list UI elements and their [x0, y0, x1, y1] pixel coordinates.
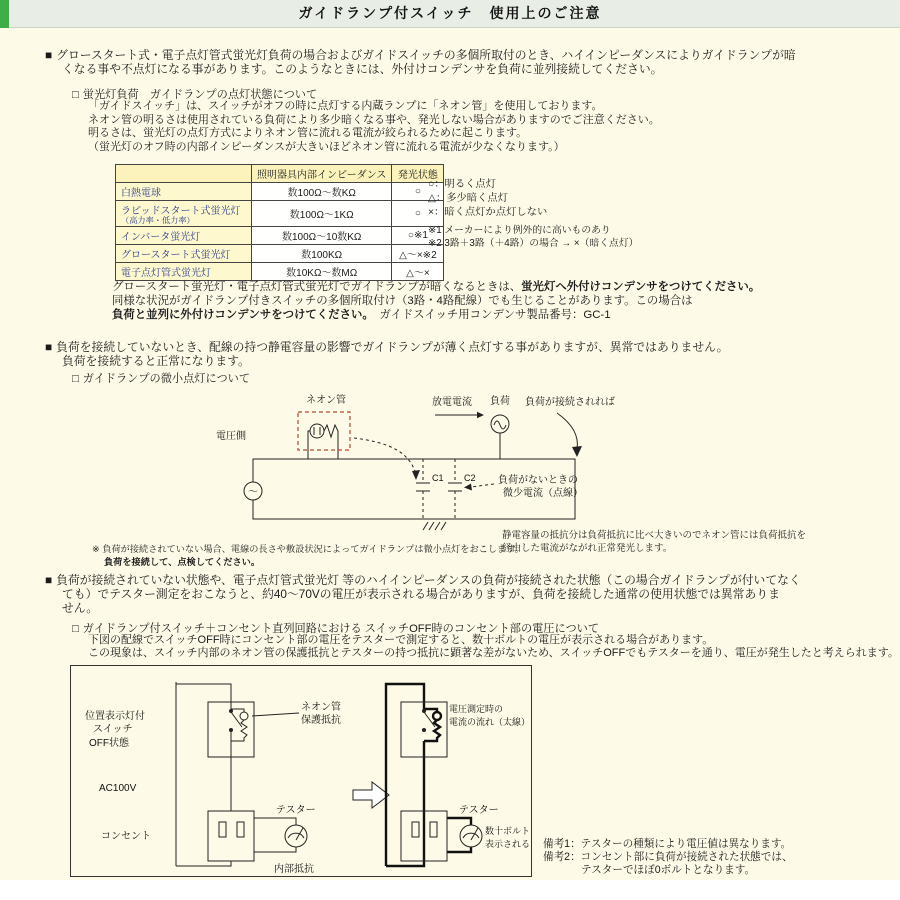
current-flow-label-line2: 電流の流れ（太線） [449, 717, 531, 727]
neon-label: ネオン管 [306, 395, 346, 406]
s3-heading-line2 [45, 587, 780, 601]
box-bullet-icon: □ [72, 623, 79, 635]
discharge-current-label: 放電電流 [432, 397, 472, 408]
conclusion-l3-normal: ガイドスイッチ用コンデンサ製品番号：GC-1 [368, 308, 611, 321]
table-footnote: ※1 メーカーにより例外的に高いものあり [428, 225, 611, 236]
cell-load-name [116, 227, 252, 245]
volts-label-line1: 数十ボルト [485, 826, 531, 836]
tester2-label: テスター [459, 805, 499, 816]
page-title: ガイドランプ付スイッチ 使用上のご注意 [298, 5, 602, 21]
no-load-current-label-line1: 負荷がないときの [498, 475, 578, 486]
s2-heading-text2: 負荷を接続すると正常になります。 [62, 354, 250, 368]
internal-resistance-label: 内部抵抗 [274, 864, 314, 875]
conclusion-line3 [112, 309, 760, 323]
c2-label: C2 [464, 473, 476, 483]
s3-heading-text3: せん。 [62, 601, 99, 615]
legend-line: ×：暗く点灯か点灯しない [428, 207, 548, 218]
s3-heading-text2: ても）でテスター測定をおこなうと、約40～70Vの電圧が表示される場合がありますが、負荷を接続した通常の使用状態では異常ありま [62, 587, 780, 601]
load-name-text: インバータ蛍光灯 [121, 232, 201, 243]
load-name-text: ラピッドスタート式蛍光灯 [121, 206, 241, 217]
c1-label: C1 [432, 473, 444, 483]
conclusion-l3-bold: 負荷と並列に外付けコンデンサをつけてください。 [112, 308, 369, 321]
s3-heading-line3 [45, 601, 98, 615]
s2-footnote-line1: ※ 負荷が接続されていない場合、電線の長さや敷設状況によってガイドランプは微小点灯をおこします。 [92, 544, 524, 554]
neon-protect-label-line2: 保護抵抗 [301, 715, 341, 726]
state-legend [428, 178, 547, 220]
neon-protect-label-line1: ネオン管 [301, 702, 341, 713]
remarks-block [543, 838, 793, 877]
square-bullet-icon: ■ [45, 573, 53, 587]
left-circuit [176, 682, 307, 866]
cell-load-name [116, 201, 252, 227]
table-row [116, 263, 444, 281]
table-row [116, 201, 444, 227]
cell-state: △～×※2 [392, 245, 444, 263]
s1-body [88, 100, 660, 154]
cell-load-name [116, 245, 252, 263]
cell-load-name [116, 183, 252, 201]
ac-source-tilde: ～ [248, 487, 258, 498]
document-header [0, 0, 900, 28]
switch-label-line3: OFF状態 [89, 738, 129, 749]
box-bullet-icon: □ [72, 89, 79, 101]
capacitance-note-line2: 経由した電流がながれ正常発光します。 [502, 543, 673, 554]
outlet-label: コンセント [101, 831, 151, 842]
impedance-table [115, 164, 444, 281]
s2-footnote-line2: 負荷を接続して、点検してください。 [104, 557, 261, 567]
s1-subheading-text: 蛍光灯負荷 ガイドランプの点灯状態について [82, 89, 318, 101]
table-header-row [116, 165, 444, 183]
s1-body-line: 「ガイドスイッチ」は、スイッチがオフの時に点灯する内蔵ランプに「ネオン管」を使用しております。 [88, 100, 603, 112]
s1-body-line: ネオン管の明るさは使用されている負荷により多少暗くなる事や、発光しない場合がありますのでご注意ください。 [88, 113, 660, 126]
table-row [116, 227, 444, 245]
conclusion-line2 [112, 295, 760, 309]
load-name-text: 白熱電球 [121, 188, 161, 199]
load-name-text: 電子点灯管式蛍光灯 [121, 268, 211, 279]
col-header-state: 発光状態 [392, 165, 444, 183]
cell-impedance: 数100KΩ [252, 245, 392, 263]
s3-subheading-text: ガイドランプ付スイッチ＋コンセント直列回路における スイッチOFF時のコンセント部の電圧について [82, 623, 600, 635]
remark-line: テスターでほぼ0ボルトとなります。 [581, 864, 756, 876]
capacitance-note [502, 529, 806, 555]
cell-impedance: 数100Ω～1KΩ [252, 201, 392, 227]
box-bullet-icon: □ [72, 373, 79, 385]
load-name-text: グロースタート式蛍光灯 [121, 250, 231, 261]
micro-glow-circuit-svg [70, 391, 870, 541]
col-header-blank [116, 165, 252, 183]
ac100v-label: AC100V [99, 783, 137, 794]
table-row [116, 245, 444, 263]
load-lamp-symbol [491, 415, 509, 433]
cell-load-name [116, 263, 252, 281]
capacitance-note-line1: 静電容量の抵抗分は負荷抵抗に比べ大きいのでネオン管には負荷抵抗を [502, 530, 807, 541]
s1-conclusion [112, 281, 760, 322]
tester1-label: テスター [276, 805, 316, 816]
col-header-impedance: 照明器具内部インピーダンス [252, 165, 392, 183]
s3-heading-line1 [45, 573, 801, 587]
table-footnote: ※2 3路＋3路（＋4路）の場合 → ×（暗く点灯） [428, 238, 639, 249]
s3-body-line2: この現象は、スイッチ内部のネオン管の保護抵抗とテスターの持つ抵抗に顕著な差がないため、スイッチOFFでもテスターを通り、電圧が発生したと考えられます。 [88, 647, 899, 659]
s3-heading-text1: 負荷が接続されていない状態や、電子点灯管式蛍光灯 等のハイインピーダンスの負荷が接続された状態（この場合ガイドランプが付いてなく [56, 573, 801, 587]
no-load-current-label-line2: 微少電流（点線） [503, 488, 583, 499]
conclusion-l1-bold: 蛍光灯へ外付けコンデンサをつけてください。 [521, 281, 761, 293]
s2-heading-text1: 負荷を接続していないとき、配線の持つ静電容量の影響でガイドランプが薄く点灯する事がありますが、異常ではありません。 [56, 340, 729, 354]
voltage-side-label: 電圧側 [216, 431, 246, 442]
discharge-current-arrow [435, 412, 484, 418]
table-row [116, 183, 444, 201]
document-body [0, 28, 900, 880]
neon-lamp-symbol [310, 424, 324, 438]
s1-heading-line2 [45, 62, 662, 76]
s1-body-line: 明るさは、蛍光灯の点灯方式によりネオン管に流れる電流が絞られるために起こります。 [88, 127, 528, 139]
conclusion-line1 [112, 281, 760, 295]
ground-hatch [423, 522, 446, 530]
if-load-connected-label: 負荷が接続されれば [525, 397, 615, 408]
cell-impedance: 数100Ω～10数KΩ [252, 227, 392, 245]
tester-circuit-svg [71, 666, 531, 876]
capacitor-symbols [416, 459, 462, 519]
square-bullet-icon: ■ [45, 48, 53, 62]
s2-heading-line2 [45, 354, 250, 368]
remark-line: 備考1：テスターの種類により電圧値は異なります。 [543, 838, 792, 850]
s1-heading-text2: くなる事や不点灯になる事があります。このようなときには、外付けコンデンサを負荷に並列接続してください。 [62, 62, 663, 76]
s2-subheading-text: ガイドランプの微小点灯について [82, 373, 251, 385]
s2-subheading [72, 370, 250, 386]
cell-state: ○※1 [392, 227, 444, 245]
square-bullet-icon: ■ [45, 340, 53, 354]
cell-state: ○ [392, 201, 444, 227]
transition-arrow-icon [353, 782, 389, 808]
remark-line: 備考2：コンセント部に負荷が接続された状態では、 [543, 851, 793, 863]
cell-impedance: 数100Ω～数KΩ [252, 183, 392, 201]
current-flow-label-line1: 電圧測定時の [449, 704, 504, 714]
table-footnotes [428, 224, 638, 250]
conclusion-l2-normal: 同様な状況がガイドランプ付きスイッチの多個所取付け（3路・4路配線）でも生じることがあります。この場合は [112, 294, 693, 307]
s1-heading-line1 [45, 48, 796, 62]
s3-body-line1: 下図の配線でスイッチOFF時にコンセント部の電圧をテスターで測定すると、数十ボルトの電圧が表示される場合があります。 [88, 634, 714, 646]
header-accent-bar [0, 0, 9, 28]
legend-line: ○：明るく点灯 [428, 179, 497, 190]
conclusion-l1-normal: グロースタート蛍光灯・電子点灯管式蛍光灯でガイドランプが暗くなるときは、 [112, 281, 522, 293]
micro-glow-diagram [70, 391, 870, 569]
s2-heading-line1 [45, 340, 728, 354]
switch-label-line2: スイッチ [93, 724, 133, 735]
load-name-subtext: （高力率・低力率） [121, 216, 195, 225]
s1-body-line: （蛍光灯のオフ時の内部インピーダンスが大きいほどネオン管に流れる電流が少なくなります。） [88, 140, 565, 153]
load-label: 負荷 [490, 396, 510, 407]
volts-label-line2: 表示される [485, 839, 531, 849]
load-connect-arrow [557, 413, 582, 457]
legend-line: △：多少暗く点灯 [428, 193, 508, 204]
cell-state: △～× [392, 263, 444, 281]
cell-state: ○ [392, 183, 444, 201]
switch-label-line1: 位置表示灯付 [85, 711, 145, 722]
cell-impedance: 数10KΩ～数MΩ [252, 263, 392, 281]
s1-heading-text1: グロースタート式・電子点灯管式蛍光灯負荷の場合およびガイドスイッチの多個所取付のとき、ハイインピーダンスによりガイドランプが暗 [56, 48, 796, 62]
tester-circuit-diagram [70, 665, 532, 877]
